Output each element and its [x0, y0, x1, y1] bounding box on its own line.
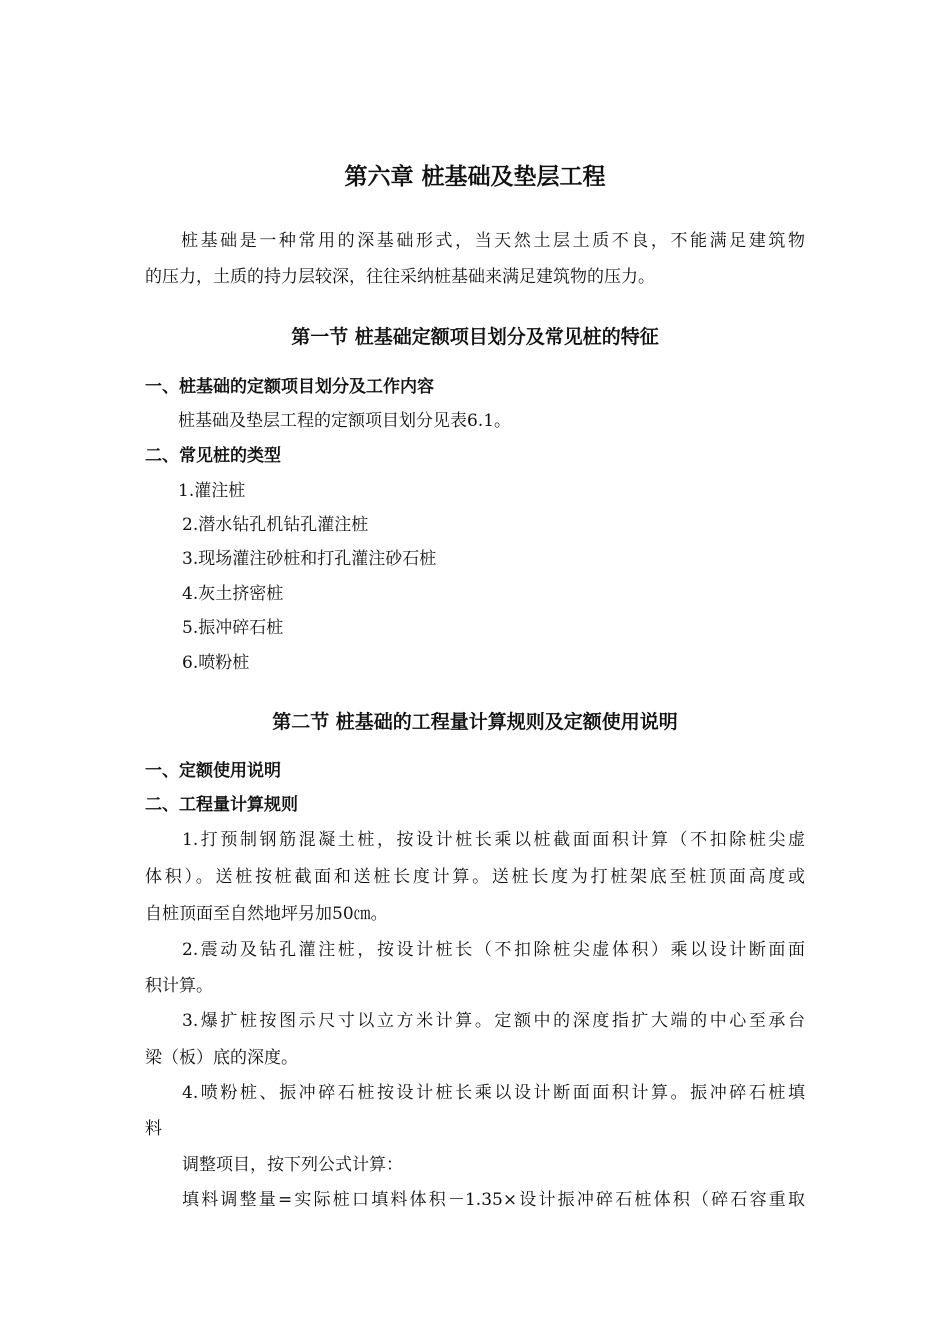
intro-line-2: 的压力，土质的持力层较深，往往采纳桩基础来满足建筑物的压力。 — [145, 267, 655, 287]
pile-type-item: 5.振冲碎石桩 — [182, 618, 284, 638]
rule4-line-1: 4.喷粉桩、振冲碎石桩按设计桩长乘以设计断面面积计算。振冲碎石桩填 — [182, 1083, 805, 1103]
pile-type-item: 4.灰土挤密桩 — [182, 584, 284, 604]
pile-type-item: 2.潜水钻孔机钻孔灌注桩 — [182, 515, 369, 535]
pile-type-item: 6.喷粉桩 — [182, 653, 250, 673]
section2-sub1-title: 一、定额使用说明 — [145, 761, 281, 781]
rule1-line-3: 自桩顶面至自然地坪另加50㎝。 — [145, 904, 388, 924]
rule2-line-1: 2.震动及钻孔灌注桩，按设计桩长（不扣除桩尖虚体积）乘以设计断面面 — [182, 940, 805, 960]
section1-sub2-title: 二、常见桩的类型 — [145, 446, 281, 466]
section1-sub1-text: 桩基础及垫层工程的定额项目划分见表6.1。 — [178, 411, 512, 431]
adjust-line: 调整项目，按下列公式计算： — [182, 1155, 403, 1175]
rule3-line-1: 3.爆扩桩按图示尺寸以立方米计算。定额中的深度指扩大端的中心至承台 — [182, 1011, 805, 1031]
rule3-line-2: 梁（板）底的深度。 — [145, 1048, 298, 1068]
section2-sub2-title: 二、工程量计算规则 — [145, 795, 298, 815]
formula-line: 填料调整量=实际桩口填料体积－1.35×设计振冲碎石桩体积（碎石容重取 — [182, 1190, 805, 1210]
intro-line-1: 桩基础是一种常用的深基础形式，当天然土层土质不良，不能满足建筑物 — [181, 231, 805, 251]
section1-title: 第一节 桩基础定额项目划分及常见桩的特征 — [291, 326, 659, 348]
rule4-line-2: 料 — [145, 1119, 162, 1139]
pile-type-item: 3.现场灌注砂桩和打孔灌注砂石桩 — [182, 549, 437, 569]
section2-title: 第二节 桩基础的工程量计算规则及定额使用说明 — [272, 711, 678, 733]
rule1-line-1: 1.打预制钢筋混凝土桩，按设计桩长乘以桩截面面积计算（不扣除桩尖虚 — [182, 830, 805, 850]
pile-type-item: 1.灌注桩 — [178, 481, 246, 501]
section1-sub1-title: 一、桩基础的定额项目划分及工作内容 — [145, 377, 434, 397]
chapter-title: 第六章 桩基础及垫层工程 — [344, 164, 606, 190]
rule1-line-2: 体积）。送桩按桩截面和送桩长度计算。送桩长度为打桩架底至桩顶面高度或 — [145, 867, 805, 887]
rule2-line-2: 积计算。 — [145, 976, 213, 996]
